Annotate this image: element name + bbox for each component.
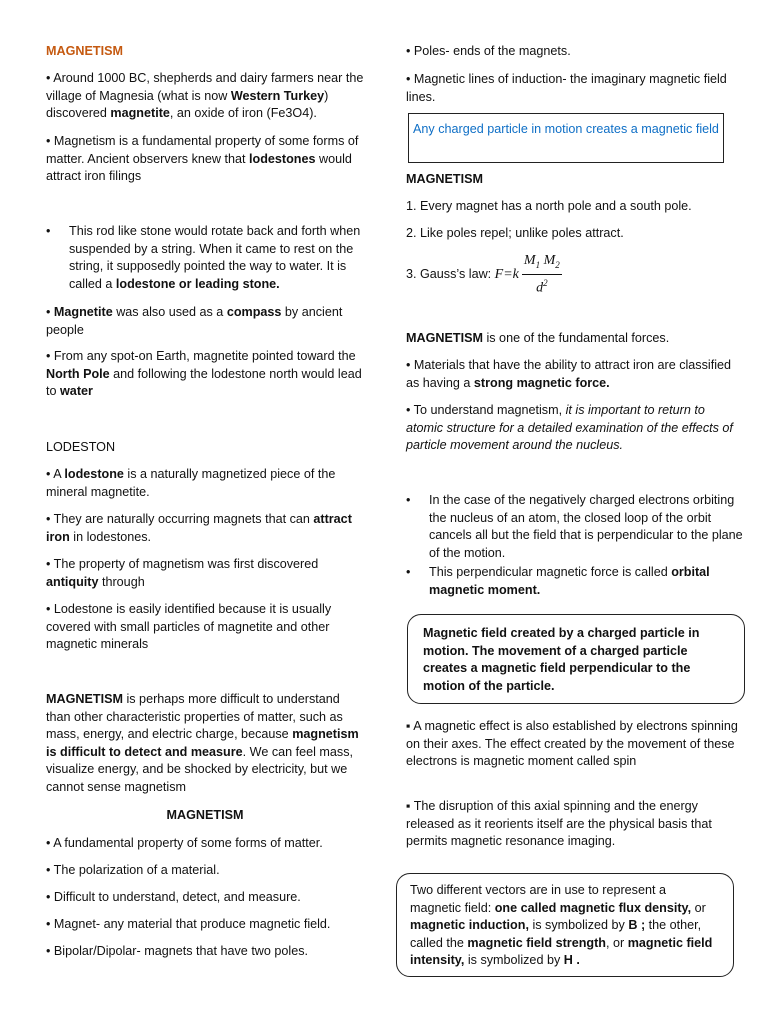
magnetic-field-box: Magnetic field created by a charged particle in motion. The movement of a charged particle creates a magnetic field perpendicular to the motion of the particle. bbox=[407, 614, 745, 704]
paragraph-lines-induction: • Magnetic lines of induction- the imaginary magnetic field lines. bbox=[406, 72, 727, 104]
paragraph-lodestone-def: • A lodestone is a naturally magnetized piece of the mineral magnetite. bbox=[46, 467, 336, 499]
law-1: 1. Every magnet has a north pole and a south pole. bbox=[406, 199, 692, 213]
paragraph-antiquity: • The property of magnetism was first discovered antiquity through bbox=[46, 557, 319, 589]
list-item: • Bipolar/Dipolar- magnets that have two poles. bbox=[46, 944, 309, 958]
paragraph-attract-iron: • They are naturally occurring magnets that can attract iron in lodestones. bbox=[46, 512, 352, 544]
paragraph-identified: • Lodestone is easily identified because it is usually covered with small particles of magnetite and other magnetic minerals bbox=[46, 602, 332, 651]
list-item: • A fundamental property of some forms of matter. bbox=[46, 836, 323, 850]
magnetism-heading: MAGNETISM bbox=[46, 44, 123, 58]
gauss-equation: F=k $\frac{M_1 M_2}{d^2}$ bbox=[494, 253, 560, 296]
paragraph-fundamental: • Magnetism is a fundamental property of some forms of matter. Ancient observers knew that lodestones would attract iron filings bbox=[46, 134, 359, 183]
paragraph-atomic-structure: • To understand magnetism, it is important to return to atomic structure for a detailed examination of the effects of particle movement around the nucleus. bbox=[406, 403, 733, 452]
lodeston-heading: LODESTON bbox=[46, 440, 116, 454]
list-item: • The polarization of a material. bbox=[46, 863, 220, 877]
list-item: • Magnet- any material that produce magnetic field. bbox=[46, 917, 331, 931]
center-magnetism-heading: MAGNETISM bbox=[166, 808, 244, 822]
paragraph-mri: ▪ The disruption of this axial spinning and the energy released as it reorients itself are the physical basis that permits magnetic resonance imaging. bbox=[406, 799, 712, 848]
paragraph-compass: • Magnetite was also used as a compass by ancient people bbox=[46, 305, 343, 337]
paragraph-orbital-moment: • This perpendicular magnetic force is called orbital magnetic moment. bbox=[406, 565, 710, 597]
paragraph-fundamental-force: MAGNETISM is one of the fundamental forces. bbox=[406, 331, 670, 345]
paragraph-electrons-orbit: • In the case of the negatively charged electrons orbiting the nucleus of an atom, the closed loop of the orbit cancels all but the field that is perpendicular to the plane of the motion. bbox=[406, 493, 743, 560]
paragraph-attract-materials: • Materials that have the ability to attract iron are classified as having a strong magnetic force. bbox=[406, 358, 732, 390]
law-2: 2. Like poles repel; unlike poles attract. bbox=[406, 226, 624, 240]
vectors-box: Two different vectors are in use to represent a magnetic field: one called magnetic flux density, or magnetic induction, is symbolized by B ; the other, called the magnetic field strength, or magnetic field intensity, is symbolized by H . bbox=[396, 873, 734, 977]
list-item: • Difficult to understand, detect, and measure. bbox=[46, 890, 301, 904]
charged-particle-box: Any charged particle in motion creates a magnetic field bbox=[408, 113, 724, 163]
paragraph-spin: ▪ A magnetic effect is also established by electrons spinning on their axes. The effect created by the movement of these electrons is magnetic moment called spin bbox=[406, 719, 738, 768]
paragraph-magnesia: • Around 1000 BC, shepherds and dairy farmers near the village of Magnesia (what is now Western Turkey) discovered magnetite, an oxide of iron (Fe3O4). bbox=[46, 71, 364, 120]
paragraph-difficult: MAGNETISM is perhaps more difficult to understand than other characteristic properties of matter, such as mass, energy, and electric charge, because magnetism is difficult to detect and measure. We can feel mass, visualize energy, and be shocked by electricity, but we cannot sense magnetism bbox=[46, 692, 359, 794]
paragraph-poles: • Poles- ends of the magnets. bbox=[406, 44, 571, 58]
paragraph-rod-stone: • This rod like stone would rotate back and forth when suspended by a string. When it came to rest on the string, it supposedly pointed the way to water. It is called a lodestone or leading stone. bbox=[46, 224, 361, 291]
magnetism-laws-heading: MAGNETISM bbox=[406, 172, 483, 186]
paragraph-north-pole: • From any spot-on Earth, magnetite pointed toward the North Pole and following the lodestone north would lead to water bbox=[46, 349, 362, 398]
law-3-gauss: 3. Gauss’s law: F=k $\frac{M_1 M_2}{d^2}$ bbox=[406, 253, 560, 296]
